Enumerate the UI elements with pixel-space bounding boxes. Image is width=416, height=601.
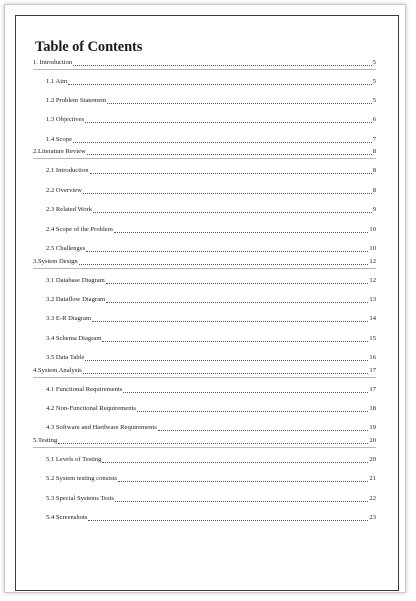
dot-leader: [90, 173, 372, 174]
dot-leader: [83, 193, 372, 194]
toc-section-entry[interactable]: [33, 415, 376, 434]
toc-entry-label: 3.5 Data Table: [46, 354, 85, 362]
toc-section-entry[interactable]: [33, 378, 376, 396]
toc-entry-label: 1. Introduction: [33, 58, 73, 66]
toc-title: Table of Contents: [35, 39, 143, 55]
dot-leader: [79, 264, 369, 265]
toc-entry-page-number: 23: [369, 514, 376, 522]
toc-section-entry[interactable]: [33, 126, 376, 145]
dot-leader: [115, 501, 368, 502]
dot-leader: [114, 232, 369, 233]
toc-entry-label: 5.Testing: [33, 437, 58, 445]
dot-leader: [106, 283, 369, 284]
dot-leader: [73, 65, 372, 66]
toc-entry-label: 1.4 Scope: [46, 135, 73, 143]
dot-leader: [93, 212, 372, 213]
toc-section-entry[interactable]: [33, 269, 376, 287]
toc-section-entry[interactable]: [33, 70, 376, 88]
toc-entry-label: 1.1 Aim: [46, 77, 68, 85]
toc-entry-label: 1.3 Objectives: [46, 116, 85, 124]
dot-leader: [58, 443, 368, 444]
dot-leader: [68, 84, 371, 85]
toc-entry-page-number: 6: [372, 116, 376, 124]
toc-entry-label: 2.Literature Review: [33, 148, 86, 156]
dot-leader: [102, 462, 368, 463]
toc-entry-page-number: 10: [369, 225, 376, 233]
toc-entry-label: 4.System Analysis: [33, 366, 82, 374]
toc-entry-page-number: 17: [369, 366, 376, 374]
toc-entry-page-number: 13: [369, 295, 376, 303]
toc-entry-label: 4.3 Software and Hardware Requirements: [46, 424, 157, 432]
dot-leader: [137, 411, 368, 412]
toc-entry-label: 3.2 Dataflow Diagram: [46, 295, 106, 303]
toc-entry-label: 3.4 Schema Diagram: [46, 334, 102, 342]
toc-entry-label: 2.5 Challenges: [46, 244, 86, 252]
dot-leader: [85, 122, 372, 123]
toc-entry-label: 2.2 Overview: [46, 186, 82, 194]
toc-entry-page-number: 5: [372, 96, 376, 104]
toc-entry-page-number: 8: [372, 167, 376, 175]
dot-leader: [87, 154, 372, 155]
dot-leader: [123, 392, 368, 393]
toc-entry-label: 3.1 Database Diagram: [46, 276, 105, 284]
dot-leader: [73, 142, 372, 143]
toc-entry-label: 3.System Design: [33, 257, 78, 265]
toc-entry-page-number: 19: [369, 424, 376, 432]
dot-leader: [85, 360, 368, 361]
dot-leader: [83, 373, 369, 374]
toc-chapter-entry[interactable]: [33, 434, 376, 448]
toc-entry-page-number: 12: [369, 276, 376, 284]
toc-entry-label: 5.2 System testing consists: [46, 475, 118, 483]
toc-entry-page-number: 20: [369, 456, 376, 464]
toc-section-entry[interactable]: [33, 306, 376, 325]
toc-entry-page-number: 15: [369, 334, 376, 342]
toc-section-entry[interactable]: [33, 107, 376, 126]
toc-entry-page-number: 5: [372, 77, 376, 85]
toc-entry-label: 2.1 Introduction: [46, 167, 89, 175]
toc-entry-page-number: 18: [369, 405, 376, 413]
toc-section-entry[interactable]: [33, 325, 376, 344]
toc-entry-label: 4.2 Non-Functional Requirements: [46, 405, 136, 413]
toc-section-entry[interactable]: [33, 236, 376, 255]
toc-entry-page-number: 9: [372, 206, 376, 214]
toc-section-entry[interactable]: [33, 88, 376, 107]
toc-entry-page-number: 7: [372, 135, 376, 143]
dot-leader: [92, 321, 368, 322]
toc-entry-label: 5.3 Special Systems Tests: [46, 494, 114, 502]
toc-section-entry[interactable]: [33, 505, 376, 524]
toc-section-entry[interactable]: [33, 159, 376, 177]
dot-leader: [86, 251, 368, 252]
toc-entry-label: 2.3 Related Work: [46, 206, 93, 214]
toc-entry-label: 3.3 E-R Diagram: [46, 315, 92, 323]
toc-entry-page-number: 20: [369, 437, 376, 445]
toc-entry-page-number: 21: [369, 475, 376, 483]
toc-list: [33, 56, 376, 524]
dot-leader: [118, 481, 368, 482]
toc-section-entry[interactable]: [33, 345, 376, 364]
toc-entry-label: 4.1 Functional Requirements: [46, 385, 123, 393]
toc-section-entry[interactable]: [33, 396, 376, 415]
toc-entry-label: 1.2 Problem Statement: [46, 96, 107, 104]
dot-leader: [107, 103, 371, 104]
toc-entry-page-number: 12: [369, 257, 376, 265]
toc-entry-page-number: 14: [369, 315, 376, 323]
toc-chapter-entry[interactable]: [33, 56, 376, 70]
dot-leader: [106, 302, 368, 303]
dot-leader: [158, 430, 369, 431]
toc-entry-label: 5.4 Screenshots: [46, 514, 88, 522]
toc-chapter-entry[interactable]: [33, 255, 376, 269]
toc-section-entry[interactable]: [33, 466, 376, 485]
toc-entry-label: 5.1 Levels of Testing: [46, 456, 102, 464]
toc-entry-page-number: 22: [369, 494, 376, 502]
dot-leader: [88, 520, 368, 521]
toc-chapter-entry[interactable]: [33, 364, 376, 378]
toc-section-entry[interactable]: [33, 197, 376, 216]
toc-entry-page-number: 10: [369, 244, 376, 252]
toc-entry-page-number: 8: [372, 148, 376, 156]
toc-section-entry[interactable]: [33, 448, 376, 466]
dot-leader: [102, 341, 368, 342]
toc-entry-label: 2.4 Scope of the Problem: [46, 225, 113, 233]
toc-entry-page-number: 5: [372, 58, 376, 66]
toc-chapter-entry[interactable]: [33, 146, 376, 160]
toc-entry-page-number: 17: [369, 385, 376, 393]
toc-section-entry[interactable]: [33, 177, 376, 196]
toc-section-entry[interactable]: [33, 485, 376, 504]
toc-section-entry[interactable]: [33, 287, 376, 306]
toc-section-entry[interactable]: [33, 216, 376, 235]
toc-entry-page-number: 8: [372, 186, 376, 194]
toc-entry-page-number: 16: [369, 354, 376, 362]
